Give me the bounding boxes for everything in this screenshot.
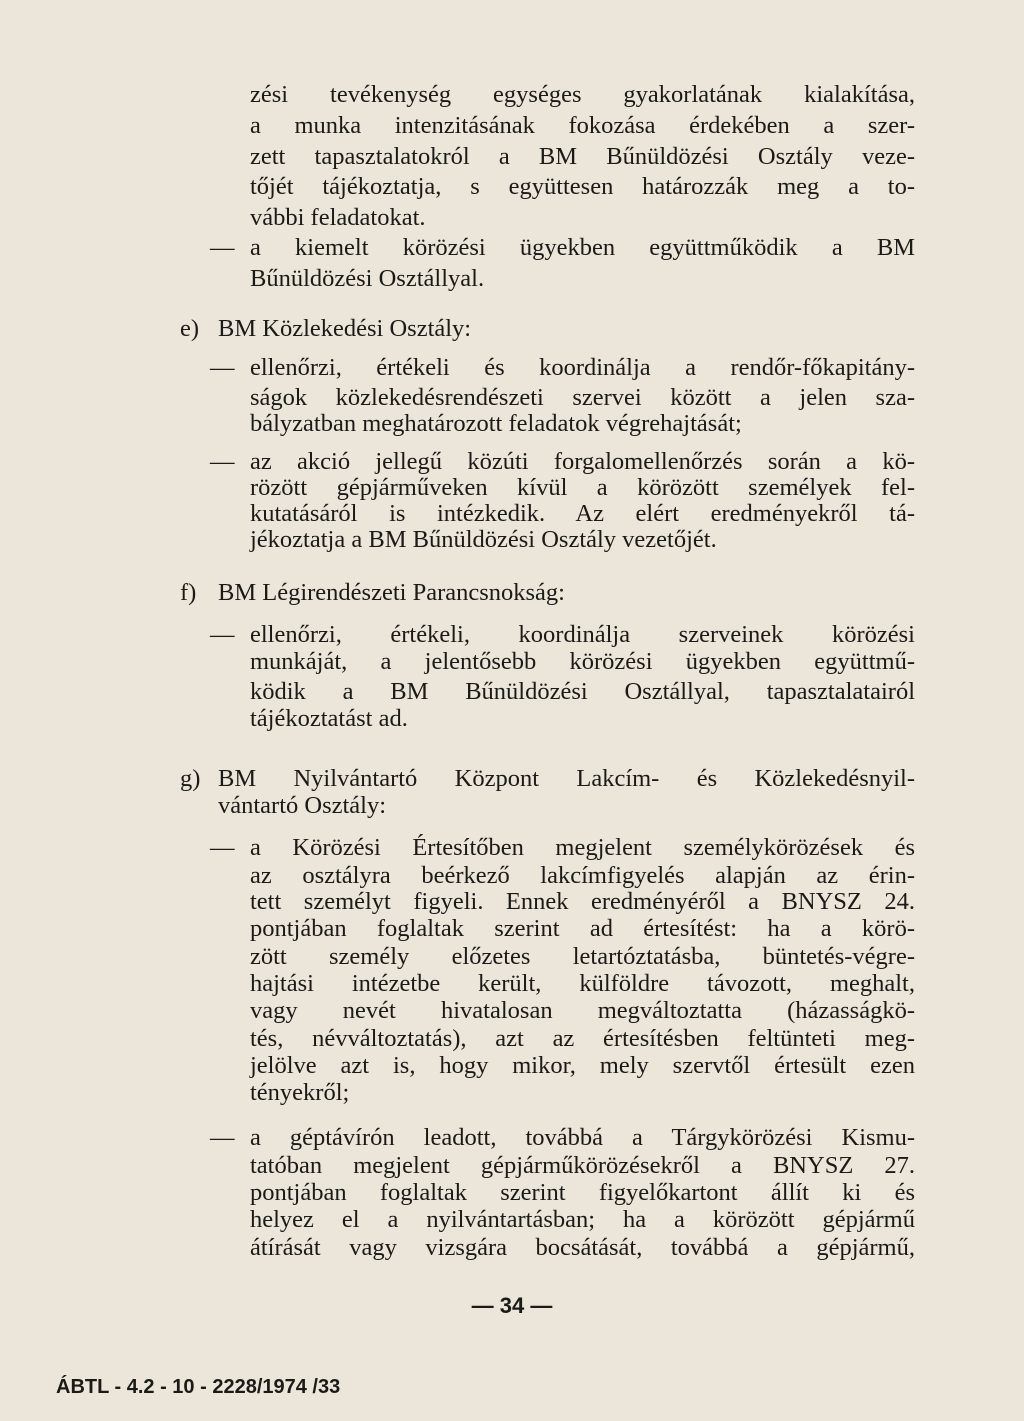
text-line: tényekről; — [250, 1079, 350, 1106]
text-line: ságok közlekedésrendészeti szervei között a jelen sza- — [250, 384, 915, 411]
text-line: zött személy előzetes letartóztatásba, büntetés-végre- — [250, 943, 915, 970]
text-line: tatóban megjelent gépjárműkörözésekről a BNYSZ 27. — [250, 1152, 915, 1179]
text-line: Bűnüldözési Osztállyal. — [250, 265, 485, 292]
text-line: tőjét tájékoztatja, s együttesen határozzák meg a to- — [250, 173, 915, 200]
text-line: ködik a BM Bűnüldözési Osztállyal, tapasztalatairól — [250, 678, 915, 705]
list-dash: — — [210, 234, 235, 261]
section-title-g: vántartó Osztály: — [218, 792, 387, 819]
text-line: ellenőrzi, értékeli és koordinálja a rendőr-főkapitány- — [250, 354, 915, 381]
section-title-g: BM Nyilvántartó Központ Lakcím- és Közlekedésnyil- — [218, 765, 915, 792]
text-line: pontjában foglaltak szerint figyelőkartont állít ki és — [250, 1179, 915, 1206]
text-line: munkáját, a jelentősebb körözési ügyekben együttmű- — [250, 648, 915, 675]
text-line: hajtási intézetbe került, külföldre távozott, meghalt, — [250, 970, 915, 997]
text-line: az akció jellegű közúti forgalomellenőrzés során a kö- — [250, 448, 915, 475]
text-line: helyez el a nyilvántartásban; ha a körözött gépjármű — [250, 1206, 915, 1233]
section-label-f: f) — [180, 579, 197, 606]
text-line: rözött gépjárműveken kívül a körözött személyek fel- — [250, 474, 915, 501]
text-line: a géptávírón leadott, továbbá a Tárgykörözési Kismu- — [250, 1124, 915, 1151]
list-dash: — — [210, 354, 235, 381]
text-line: bályzatban meghatározott feladatok végrehajtását; — [250, 410, 742, 437]
section-label-e: e) — [180, 315, 200, 342]
text-line: ellenőrzi, értékeli, koordinálja szerveinek körözési — [250, 621, 915, 648]
archive-reference: ÁBTL - 4.2 - 10 - 2228/1974 /33 — [56, 1376, 341, 1398]
text-line: tés, névváltoztatás), azt az értesítésben feltünteti meg- — [250, 1025, 915, 1052]
list-dash: — — [210, 621, 235, 648]
list-dash: — — [210, 1124, 235, 1151]
section-title-e: BM Közlekedési Osztály: — [218, 315, 472, 342]
text-line: átírását vagy vizsgára bocsátását, továbbá a gépjármű, — [250, 1234, 915, 1261]
section-label-g: g) — [180, 765, 201, 792]
text-line: a Körözési Értesítőben megjelent személykörözések és — [250, 834, 915, 861]
section-title-f: BM Légirendészeti Parancsnokság: — [218, 579, 565, 606]
text-line: tájékoztatást ad. — [250, 705, 408, 732]
text-line: kutatásáról is intézkedik. Az elért eredményekről tá- — [250, 500, 915, 527]
text-line: zett tapasztalatokról a BM Bűnüldözési Osztály veze- — [250, 143, 915, 170]
page-number: — 34 — — [471, 1293, 553, 1318]
text-line: az osztályra beérkező lakcímfigyelés alapján az érin- — [250, 862, 915, 889]
text-line: jékoztatja a BM Bűnüldözési Osztály vezetőjét. — [250, 526, 717, 553]
text-line: jelölve azt is, hogy mikor, mely szervtől értesült ezen — [250, 1052, 915, 1079]
text-line: pontjában foglaltak szerint ad értesítést: ha a körö- — [250, 915, 915, 942]
text-line: a kiemelt körözési ügyekben együttműködik a BM — [250, 234, 915, 261]
text-line: vábbi feladatokat. — [250, 204, 426, 231]
text-line: zési tevékenység egységes gyakorlatának kialakítása, — [250, 81, 915, 108]
list-dash: — — [210, 834, 235, 861]
list-dash: — — [210, 448, 235, 475]
text-line: tett személyt figyeli. Ennek eredményéről a BNYSZ 24. — [250, 888, 915, 915]
text-line: vagy nevét hivatalosan megváltoztatta (házasságkö- — [250, 997, 915, 1024]
text-line: a munka intenzitásának fokozása érdekében a szer- — [250, 112, 915, 139]
